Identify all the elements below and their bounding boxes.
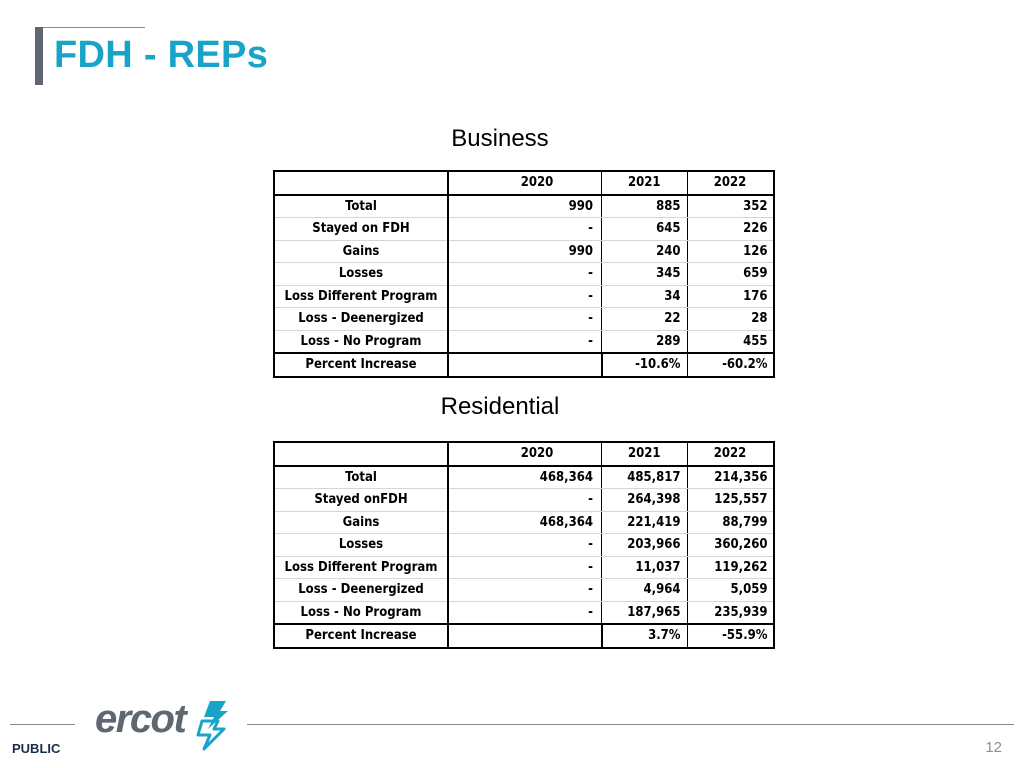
ercot-logo	[93, 697, 233, 755]
classification-label: PUBLIC	[12, 741, 61, 756]
page-title: FDH - REPs	[54, 34, 269, 76]
row-label: Total	[274, 466, 448, 489]
percent-increase-row	[274, 353, 774, 377]
row-label: Loss - No Program	[274, 330, 448, 353]
percent-increase-row	[274, 624, 774, 648]
business-table	[273, 170, 775, 378]
header-cell-year: 2021	[602, 442, 688, 466]
value-cell: 34	[602, 285, 688, 308]
value-cell: 990	[448, 195, 602, 218]
value-cell: 22	[602, 308, 688, 331]
table-row	[274, 240, 774, 263]
value-cell: 659	[687, 263, 774, 286]
row-label: Gains	[274, 240, 448, 263]
table-row	[274, 511, 774, 534]
value-cell: 203,966	[602, 534, 688, 557]
value-cell: 125,557	[687, 489, 774, 512]
value-cell: 119,262	[687, 556, 774, 579]
row-label: Loss - Deenergized	[274, 579, 448, 602]
header-cell-blank	[274, 171, 448, 195]
header-cell-year: 2020	[448, 442, 602, 466]
percent-cell: 3.7%	[602, 624, 688, 648]
percent-cell: -10.6%	[602, 353, 688, 377]
value-cell: 235,939	[687, 601, 774, 624]
row-label: Stayed onFDH	[274, 489, 448, 512]
table-header-row	[274, 442, 774, 466]
value-cell: 214,356	[687, 466, 774, 489]
logo-lightning-icon	[196, 699, 230, 751]
row-label: Loss - Deenergized	[274, 308, 448, 331]
value-cell: 187,965	[602, 601, 688, 624]
logo-wordmark: ercot	[95, 697, 186, 741]
row-label: Losses	[274, 534, 448, 557]
value-cell: 240	[602, 240, 688, 263]
row-label: Stayed on FDH	[274, 218, 448, 241]
row-label: Loss Different Program	[274, 556, 448, 579]
value-cell: 126	[687, 240, 774, 263]
percent-cell: -60.2%	[687, 353, 774, 377]
table-row	[274, 466, 774, 489]
value-cell: 455	[687, 330, 774, 353]
header-cell-blank	[274, 442, 448, 466]
table-header-row	[274, 171, 774, 195]
header-cell-year: 2022	[687, 442, 774, 466]
table-row	[274, 601, 774, 624]
table-row	[274, 556, 774, 579]
value-cell: -	[448, 489, 602, 512]
table-row	[274, 218, 774, 241]
value-cell: 176	[687, 285, 774, 308]
value-cell: -	[448, 263, 602, 286]
row-label: Percent Increase	[274, 353, 448, 377]
header-cell-year: 2022	[687, 171, 774, 195]
percent-cell	[448, 353, 602, 377]
value-cell: 226	[687, 218, 774, 241]
footer-divider-right	[247, 724, 1014, 725]
percent-cell	[448, 624, 602, 648]
value-cell: 468,364	[448, 466, 602, 489]
value-cell: 11,037	[602, 556, 688, 579]
value-cell: 345	[602, 263, 688, 286]
header-cell-year: 2020	[448, 171, 602, 195]
value-cell: -	[448, 285, 602, 308]
value-cell: 28	[687, 308, 774, 331]
table-row	[274, 489, 774, 512]
row-label: Gains	[274, 511, 448, 534]
value-cell: 352	[687, 195, 774, 218]
value-cell: -	[448, 308, 602, 331]
row-label: Percent Increase	[274, 624, 448, 648]
value-cell: 5,059	[687, 579, 774, 602]
value-cell: -	[448, 601, 602, 624]
title-accent-bar	[35, 27, 43, 85]
value-cell: 289	[602, 330, 688, 353]
title-top-rule	[35, 27, 145, 28]
table-row	[274, 534, 774, 557]
value-cell: -	[448, 330, 602, 353]
value-cell: 4,964	[602, 579, 688, 602]
value-cell: 485,817	[602, 466, 688, 489]
value-cell: 264,398	[602, 489, 688, 512]
residential-section-title: Residential	[440, 393, 560, 420]
residential-table	[273, 441, 775, 649]
percent-cell: -55.9%	[687, 624, 774, 648]
footer-divider-left	[10, 724, 75, 725]
table-row	[274, 285, 774, 308]
value-cell: 360,260	[687, 534, 774, 557]
row-label: Loss Different Program	[274, 285, 448, 308]
value-cell: 88,799	[687, 511, 774, 534]
table-row	[274, 263, 774, 286]
row-label: Loss - No Program	[274, 601, 448, 624]
page-number: 12	[985, 739, 1002, 756]
table-row	[274, 308, 774, 331]
value-cell: 990	[448, 240, 602, 263]
business-section-title: Business	[451, 125, 549, 152]
value-cell: 221,419	[602, 511, 688, 534]
row-label: Losses	[274, 263, 448, 286]
value-cell: 468,364	[448, 511, 602, 534]
table-row	[274, 195, 774, 218]
value-cell: -	[448, 534, 602, 557]
value-cell: 885	[602, 195, 688, 218]
table-row	[274, 579, 774, 602]
table-row	[274, 330, 774, 353]
value-cell: -	[448, 579, 602, 602]
value-cell: -	[448, 556, 602, 579]
value-cell: 645	[602, 218, 688, 241]
row-label: Total	[274, 195, 448, 218]
value-cell: -	[448, 218, 602, 241]
header-cell-year: 2021	[602, 171, 688, 195]
